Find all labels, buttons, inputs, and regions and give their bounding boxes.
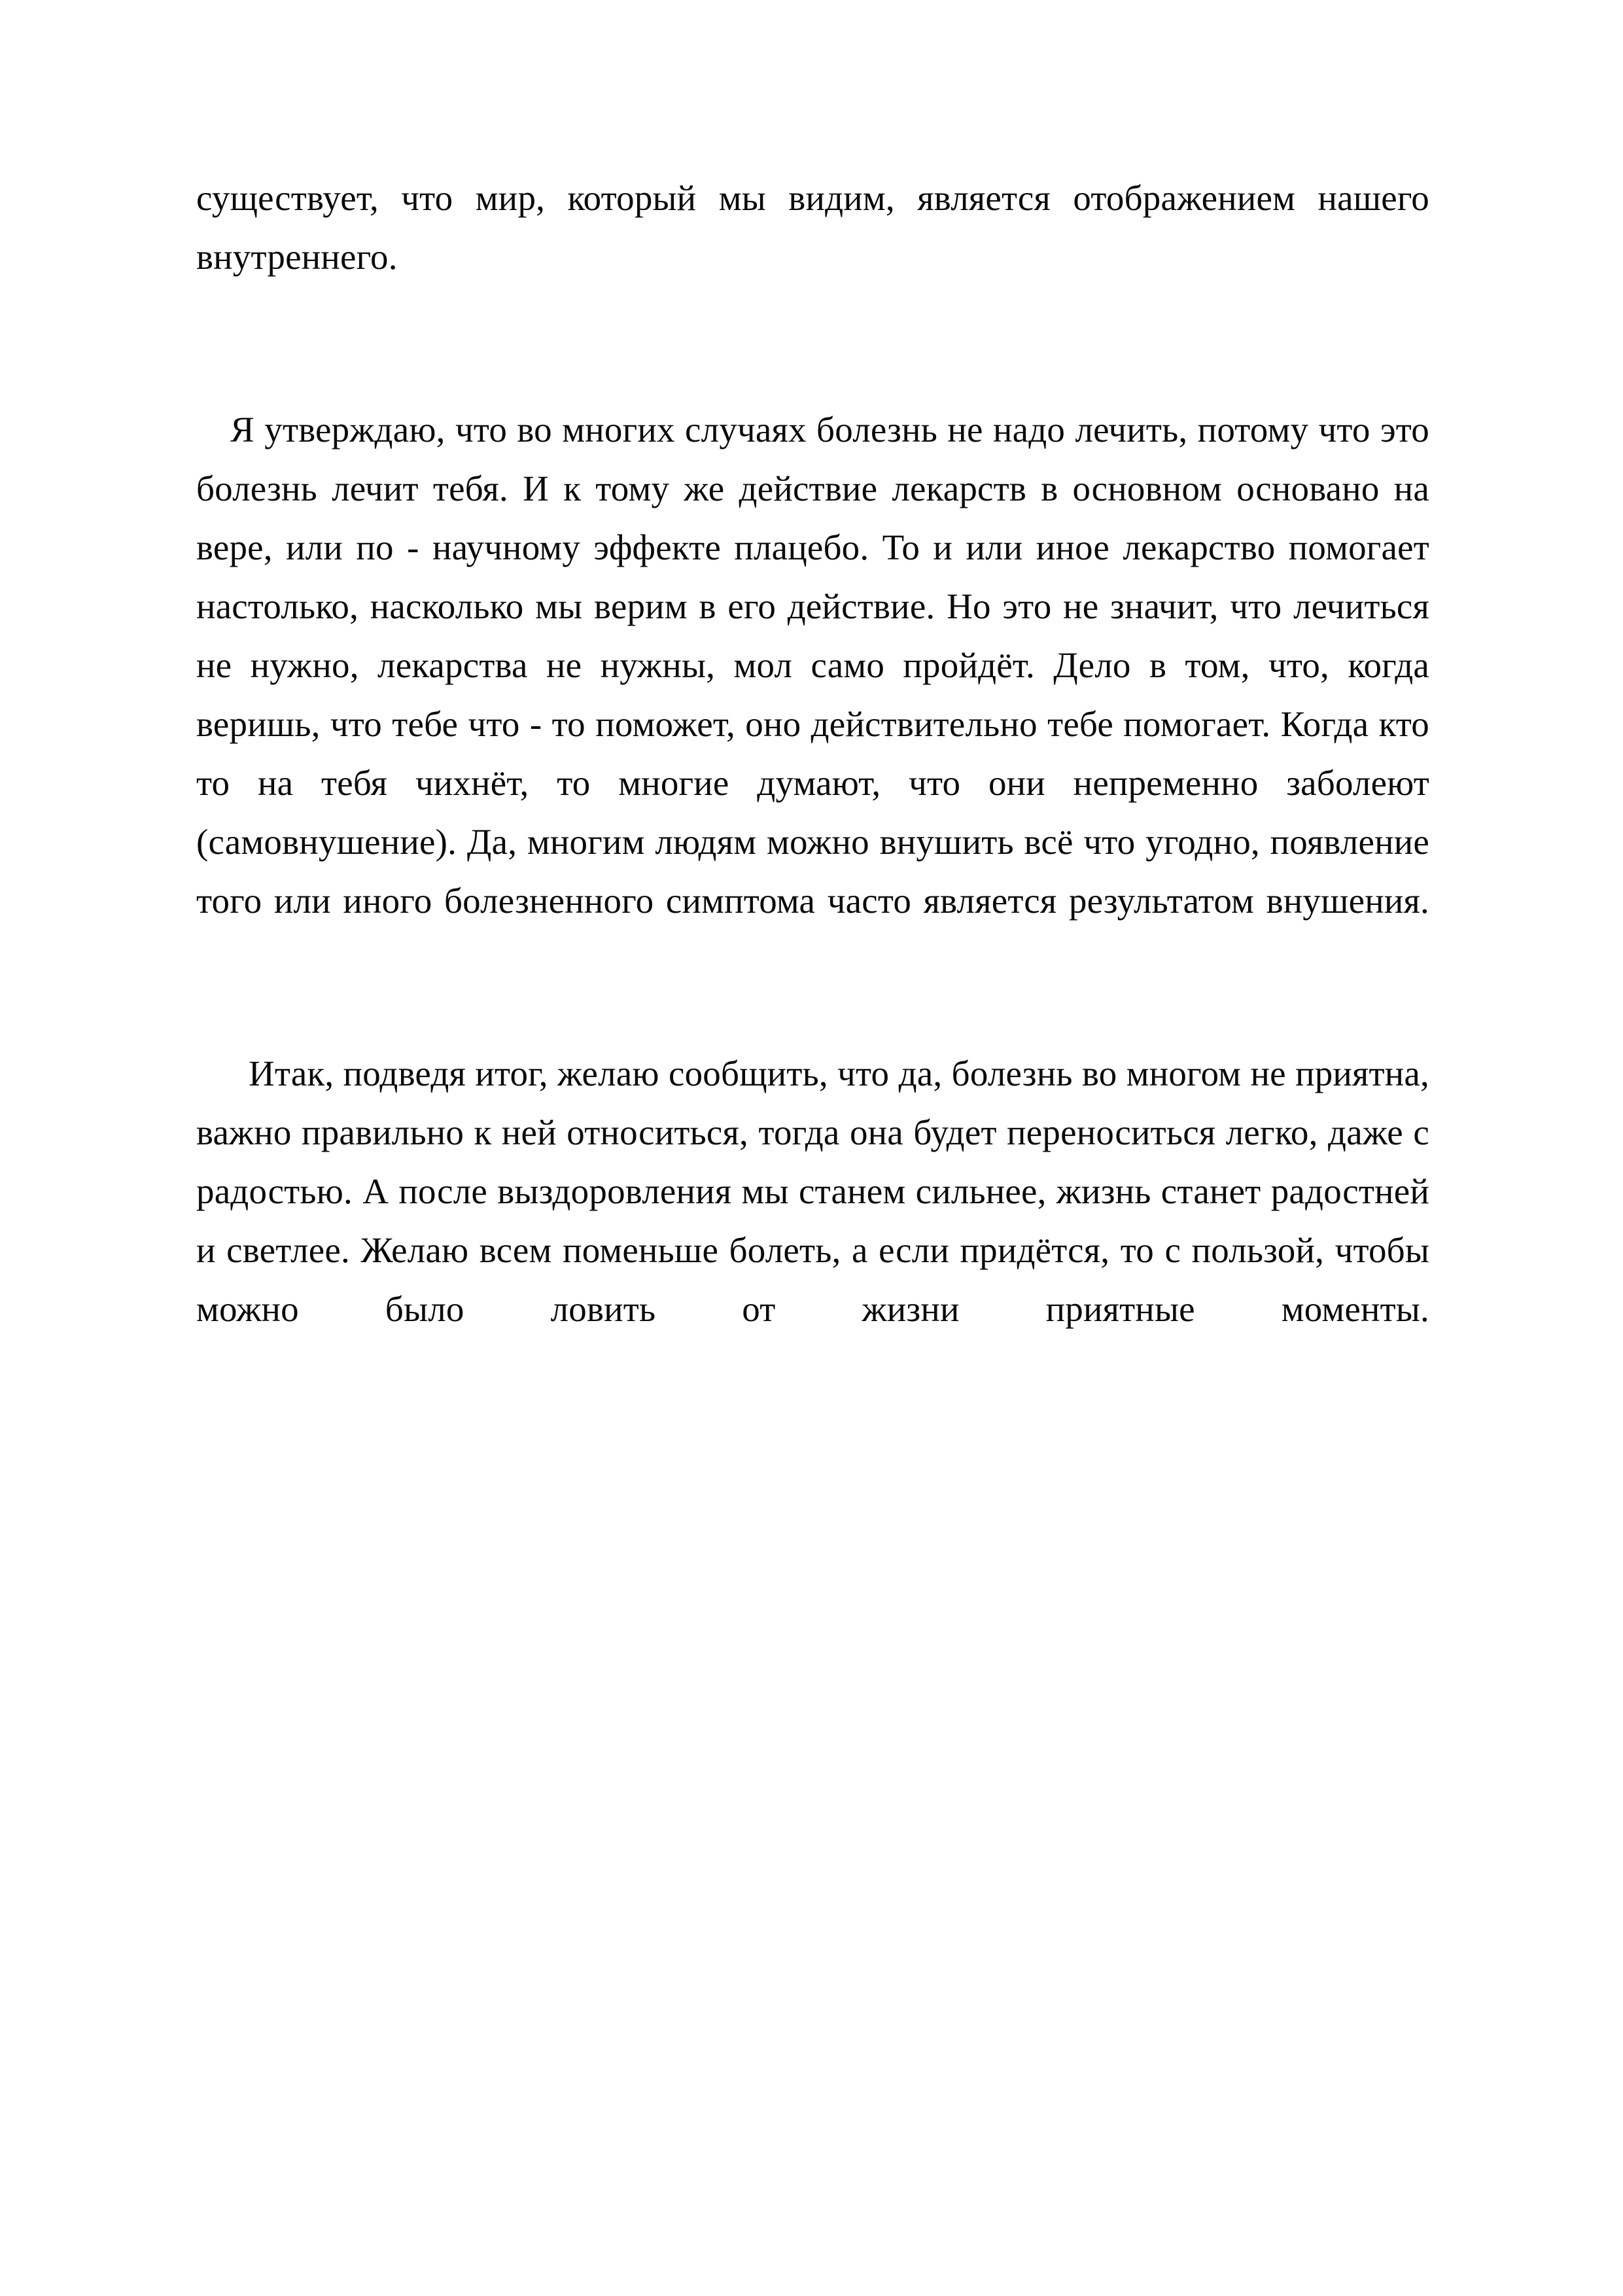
- paragraph-continuation: существует, что мир, который мы видим, является отображением нашего внутреннего.: [196, 178, 1429, 277]
- text-column: [196, 169, 1429, 1398]
- paragraph-treatment: Я утверждаю, что во многих случаях болезнь не надо лечить, потому что это болезнь лечит тебя. И к тому же действие лекарств в основном основано на вере, или по - научному эффекте плацебо. То и или иное лекарство помогает настолько, насколько мы верим в его действие. Но это не значит, что лечиться не нужно, лекарства не нужны, мол само пройдёт. Дело в том, что, когда веришь, что тебе что - то поможет, оно действительно тебе помогает. Когда кто то на тебя чихнёт, то многие думают, что они непременно заболеют (самовнушение). Да, многим людям можно внушить всё что угодно, появление того или иного болезненного симптома часто является результатом внушения.: [196, 410, 1429, 921]
- paragraph-conclusion: Итак, подведя итог, желаю сообщить, что да, болезнь во многом не приятна, важно правильно к ней относиться, тогда она будет переноситься легко, даже с радостью. А после выздоровления мы станем сильнее, жизнь станет радостней и светлее. Желаю всем поменьше болеть, а если придётся, то с пользой, чтобы можно было ловить от жизни приятные моменты.: [196, 1053, 1429, 1329]
